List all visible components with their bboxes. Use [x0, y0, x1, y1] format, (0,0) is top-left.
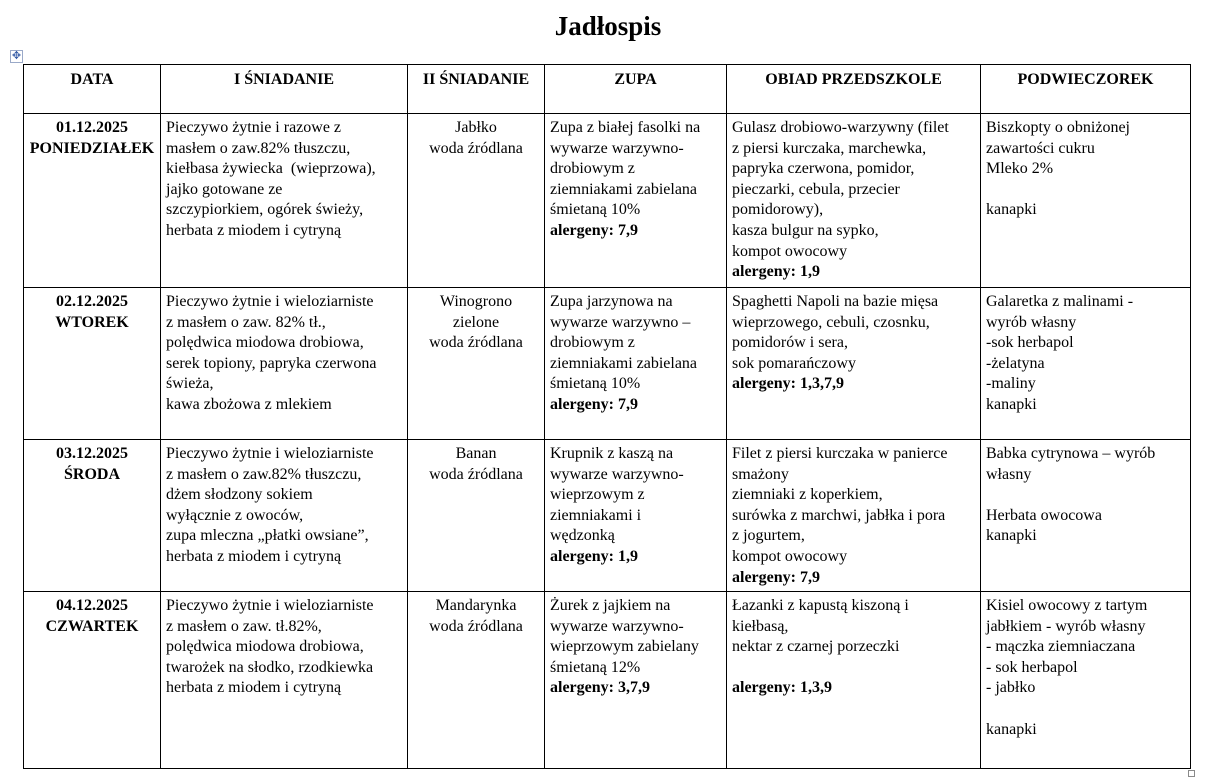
cell-line: Pieczywo żytnie i razowe z: [166, 119, 342, 136]
menu-table: [23, 64, 1191, 769]
cell-line: Żurek z jajkiem na: [550, 597, 671, 614]
cell-line: zawartości cukru: [986, 139, 1095, 157]
cell-line: -maliny: [986, 375, 1036, 393]
cell-line: ziemniaki z koperkiem,: [732, 486, 883, 504]
cell-line: kanapki: [986, 720, 1037, 738]
cell-line: wywarze warzywno-: [550, 617, 684, 635]
cell-line: [986, 485, 1185, 506]
day-name: ŚRODA: [63, 465, 120, 483]
date-cell: [24, 440, 161, 592]
breakfast-2-cell: [408, 114, 545, 288]
cell-line: Biszkopty o obniżonej: [986, 119, 1130, 136]
cell-line: - mączka ziemniaczana: [986, 638, 1136, 656]
cell-line: Filet z piersi kurczaka w panierce: [732, 445, 948, 462]
cell-line: wywarze warzywno –: [550, 313, 691, 331]
cell-line: - jabłko: [986, 679, 1036, 697]
header-snack: PODWIECZOREK: [981, 65, 1191, 114]
table-row: [24, 440, 1191, 592]
cell-line: wędzonką: [550, 527, 615, 545]
cell-line: polędwica miodowa drobiowa,: [166, 638, 364, 656]
cell-line: herbata z miodem i cytryną: [166, 221, 342, 239]
cell-line: Banan: [455, 445, 497, 462]
breakfast-1-cell: [161, 288, 408, 440]
cell-line: surówka z marchwi, jabłka i pora: [732, 506, 946, 524]
breakfast-2-cell: [408, 288, 545, 440]
cell-line: drobiowym z: [550, 334, 635, 352]
cell-line: Łazanki z kapustą kiszoną i: [732, 597, 909, 614]
day-name: WTOREK: [55, 313, 129, 331]
cell-line: - sok herbapol: [986, 658, 1078, 676]
cell-line: wieprzowym zabielany: [550, 638, 699, 656]
cell-line: Krupnik z kaszą na: [550, 445, 674, 462]
cell-line: Mandarynka: [435, 597, 517, 614]
cell-line: drobiowym z: [550, 160, 635, 178]
cell-line: Spaghetti Napoli na bazie mięsa: [732, 293, 939, 310]
cell-line: ziemniakami zabielana: [550, 354, 698, 372]
lunch-cell: [727, 592, 981, 769]
cell-line: Pieczywo żytnie i wieloziarniste: [166, 597, 374, 614]
cell-line: kompot owocowy: [732, 242, 848, 260]
header-date: DATA: [24, 65, 161, 114]
cell-line: Babka cytrynowa – wyrób: [986, 445, 1156, 462]
date-text: 03.12.2025: [56, 445, 128, 462]
cell-line: Herbata owocowa: [986, 506, 1102, 524]
cell-line: woda źródlana: [429, 139, 523, 157]
cell-line: papryka czerwona, pomidor,: [732, 160, 915, 178]
soup-cell: [545, 288, 727, 440]
cell-line: zielone: [452, 313, 500, 331]
date-text: 04.12.2025: [56, 597, 128, 614]
cell-line: jajko gotowane ze: [166, 180, 283, 198]
day-name: CZWARTEK: [45, 617, 139, 635]
date-cell: [24, 592, 161, 769]
cell-line: kiełbasą,: [732, 617, 789, 635]
cell-line: świeża,: [166, 375, 214, 393]
cell-line: kanapki: [986, 201, 1037, 219]
cell-line: wyłącznie z owoców,: [166, 506, 304, 524]
cell-line: pieczarki, cebula, przecier: [732, 180, 900, 198]
table-header-row: [24, 65, 1191, 114]
cell-line: z masłem o zaw. tł.82%,: [166, 617, 322, 635]
table-move-handle-icon[interactable]: ✥: [11, 50, 22, 62]
cell-line: Pieczywo żytnie i wieloziarniste: [166, 293, 374, 310]
cell-line: sok pomarańczowy: [732, 354, 856, 372]
soup-allergens: alergeny: 7,9: [550, 395, 638, 413]
cell-line: kanapki: [986, 395, 1037, 413]
cell-line: kanapki: [986, 527, 1037, 545]
cell-line: woda źródlana: [429, 465, 523, 483]
cell-line: zupa mleczna „płatki owsiane”,: [166, 527, 369, 545]
breakfast-1-cell: [161, 114, 408, 288]
snack-cell: [981, 114, 1191, 288]
soup-allergens: alergeny: 7,9: [550, 221, 638, 239]
lunch-cell: [727, 288, 981, 440]
cell-line: masłem o zaw.82% tłuszczu,: [166, 139, 351, 157]
table-row: [24, 114, 1191, 288]
breakfast-2-cell: [408, 440, 545, 592]
cell-line: Jabłko: [455, 119, 497, 136]
header-soup: ZUPA: [545, 65, 727, 114]
table-resize-handle-icon[interactable]: [1188, 770, 1195, 777]
cell-line: z masłem o zaw. 82% tł.,: [166, 313, 326, 331]
cell-line: Zupa z białej fasolki na: [550, 119, 701, 136]
cell-line: woda źródlana: [429, 617, 523, 635]
cell-line: ziemniakami zabielana: [550, 180, 698, 198]
cell-line: nektar z czarnej porzeczki: [732, 638, 900, 656]
cell-line: wywarze warzywno-: [550, 139, 684, 157]
soup-allergens: alergeny: 1,9: [550, 547, 638, 565]
cell-line: Zupa jarzynowa na: [550, 293, 673, 310]
breakfast-1-cell: [161, 592, 408, 769]
cell-line: Mleko 2%: [986, 160, 1054, 178]
soup-allergens: alergeny: 3,7,9: [550, 679, 650, 697]
table-row: [24, 288, 1191, 440]
lunch-allergens: alergeny: 1,3,9: [732, 679, 832, 697]
snack-cell: [981, 592, 1191, 769]
lunch-allergens: alergeny: 7,9: [732, 568, 820, 586]
breakfast-2-cell: [408, 592, 545, 769]
cell-line: jabłkiem - wyrób własny: [986, 617, 1146, 635]
cell-line: [986, 699, 1185, 720]
cell-line: Pieczywo żytnie i wieloziarniste: [166, 445, 374, 462]
cell-line: ziemniakami i: [550, 506, 642, 524]
cell-line: pomidorów i sera,: [732, 334, 848, 352]
soup-cell: [545, 114, 727, 288]
cell-line: wieprzowego, cebuli, czosnku,: [732, 313, 930, 331]
cell-line: Galaretka z malinami -: [986, 293, 1134, 310]
snack-cell: [981, 288, 1191, 440]
cell-line: smażony: [732, 465, 789, 483]
cell-line: twarożek na słodko, rzodkiewka: [166, 658, 374, 676]
cell-line: wyrób własny: [986, 313, 1077, 331]
cell-line: woda źródlana: [429, 334, 523, 352]
date-cell: [24, 288, 161, 440]
date-text: 02.12.2025: [56, 293, 128, 310]
table-row: [24, 592, 1191, 769]
cell-line: -żelatyna: [986, 354, 1045, 372]
cell-line: z masłem o zaw.82% tłuszczu,: [166, 465, 362, 483]
header-breakfast-2: II ŚNIADANIE: [408, 65, 545, 114]
cell-line: własny: [986, 465, 1032, 483]
day-name: PONIEDZIAŁEK: [29, 139, 155, 157]
cell-line: herbata z miodem i cytryną: [166, 547, 342, 565]
cell-line: kiełbasa żywiecka (wieprzowa),: [166, 160, 376, 178]
cell-line: [732, 658, 975, 679]
page-title: Jadłospis: [554, 11, 662, 41]
cell-line: Gulasz drobiowo-warzywny (filet: [732, 119, 949, 136]
cell-line: Kisiel owocowy z tartym: [986, 597, 1148, 614]
header-lunch: OBIAD PRZEDSZKOLE: [727, 65, 981, 114]
soup-cell: [545, 440, 727, 592]
cell-line: wywarze warzywno-: [550, 465, 684, 483]
cell-line: serek topiony, papryka czerwona: [166, 354, 377, 372]
cell-line: [986, 180, 1185, 201]
cell-line: pomidorowy),: [732, 201, 824, 219]
cell-line: śmietaną 12%: [550, 658, 641, 676]
cell-line: -sok herbapol: [986, 334, 1074, 352]
breakfast-1-cell: [161, 440, 408, 592]
date-text: 01.12.2025: [56, 119, 128, 136]
lunch-allergens: alergeny: 1,3,7,9: [732, 375, 844, 393]
snack-cell: [981, 440, 1191, 592]
cell-line: kasza bulgur na sypko,: [732, 221, 879, 239]
soup-cell: [545, 592, 727, 769]
cell-line: śmietaną 10%: [550, 201, 641, 219]
cell-line: polędwica miodowa drobiowa,: [166, 334, 364, 352]
cell-line: śmietaną 10%: [550, 375, 641, 393]
cell-line: z piersi kurczaka, marchewka,: [732, 139, 927, 157]
cell-line: herbata z miodem i cytryną: [166, 679, 342, 697]
lunch-cell: [727, 114, 981, 288]
cell-line: dżem słodzony sokiem: [166, 486, 313, 504]
cell-line: z jogurtem,: [732, 527, 805, 545]
header-breakfast-1: I ŚNIADANIE: [161, 65, 408, 114]
cell-line: szczypiorkiem, ogórek świeży,: [166, 201, 364, 219]
lunch-cell: [727, 440, 981, 592]
cell-line: kompot owocowy: [732, 547, 848, 565]
cell-line: wieprzowym z: [550, 486, 645, 504]
lunch-allergens: alergeny: 1,9: [732, 263, 820, 281]
cell-line: Winogrono: [439, 293, 513, 310]
date-cell: [24, 114, 161, 288]
cell-line: kawa zbożowa z mlekiem: [166, 395, 332, 413]
